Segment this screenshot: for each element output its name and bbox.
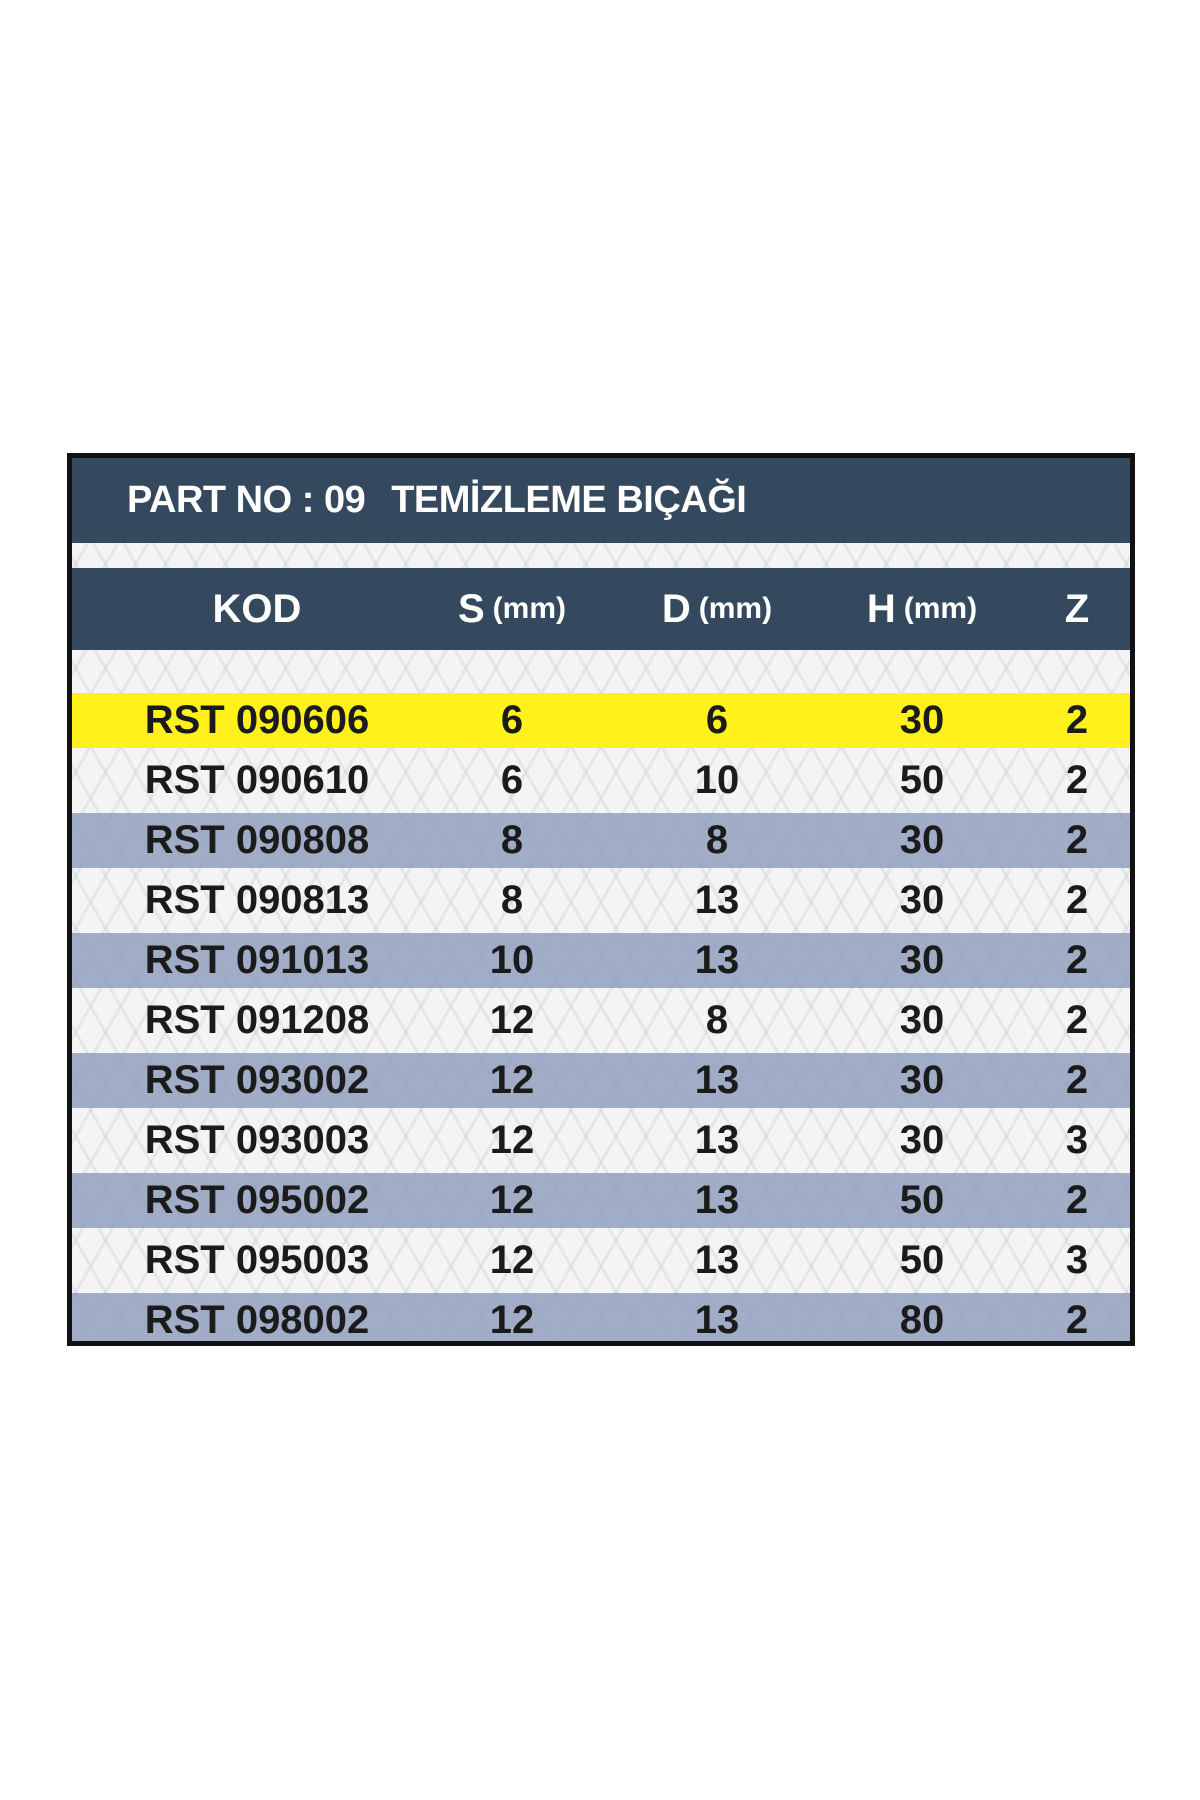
cell-z-value: 2: [1065, 1178, 1089, 1222]
cell-kod: [92, 693, 422, 748]
cell-h-value: 50: [899, 758, 945, 802]
cell-z-value: 2: [1065, 1058, 1089, 1102]
cell-kod-value: RST 090813: [144, 878, 370, 922]
cell-z: [1022, 1113, 1132, 1168]
cell-kod-value: RST 093003: [144, 1118, 370, 1162]
cell-d: [617, 753, 817, 808]
cell-kod-value: RST 090606: [144, 698, 370, 742]
cell-kod: [92, 873, 422, 928]
cell-z: [1022, 1293, 1132, 1346]
cell-d-value: 13: [694, 938, 740, 982]
header-s: [417, 568, 607, 650]
cell-d: [617, 693, 817, 748]
cell-s: [417, 1173, 607, 1228]
cell-z: [1022, 1053, 1132, 1108]
column-header-row: [72, 568, 1130, 650]
cell-s-value: 12: [489, 1058, 535, 1102]
cell-s: [417, 933, 607, 988]
cell-d: [617, 933, 817, 988]
header-z: [1022, 568, 1132, 650]
header-d-label: D: [661, 586, 691, 631]
cell-s: [417, 1113, 607, 1168]
cell-d-value: 13: [694, 1118, 740, 1162]
cell-kod: [92, 993, 422, 1048]
cell-d: [617, 993, 817, 1048]
product-table: [67, 453, 1135, 1346]
cell-s: [417, 813, 607, 868]
cell-d-value: 6: [705, 698, 729, 742]
table-row: [72, 1233, 1130, 1288]
cell-s-value: 10: [489, 938, 535, 982]
cell-s-value: 12: [489, 1118, 535, 1162]
cell-s-value: 6: [500, 698, 524, 742]
cell-d-value: 13: [694, 1238, 740, 1282]
cell-s-value: 6: [500, 758, 524, 802]
cell-d: [617, 873, 817, 928]
cell-h: [822, 1293, 1022, 1346]
cell-h-value: 80: [899, 1298, 945, 1342]
cell-kod: [92, 1113, 422, 1168]
cell-z: [1022, 813, 1132, 868]
cell-h: [822, 813, 1022, 868]
table-row: [72, 693, 1130, 748]
table-row: [72, 1293, 1130, 1346]
header-h: [822, 568, 1022, 650]
cell-kod: [92, 1173, 422, 1228]
cell-s-value: 8: [500, 818, 524, 862]
cell-h: [822, 933, 1022, 988]
header-s-unit: (mm): [492, 592, 567, 625]
cell-kod: [92, 933, 422, 988]
cell-d: [617, 1233, 817, 1288]
table-row: [72, 1113, 1130, 1168]
cell-d-value: 13: [694, 878, 740, 922]
table-row: [72, 1173, 1130, 1228]
cell-z-value: 2: [1065, 758, 1089, 802]
cell-kod-value: RST 090610: [144, 758, 370, 802]
table-row: [72, 933, 1130, 988]
product-name: TEMİZLEME BIÇAĞI: [391, 479, 747, 521]
cell-d-value: 8: [705, 818, 729, 862]
cell-d-value: 13: [694, 1178, 740, 1222]
cell-z-value: 2: [1065, 938, 1089, 982]
cell-kod-value: RST 091208: [144, 998, 370, 1042]
cell-z-value: 2: [1065, 1298, 1089, 1342]
cell-z-value: 2: [1065, 818, 1089, 862]
cell-d: [617, 1293, 817, 1346]
cell-s: [417, 693, 607, 748]
cell-h: [822, 753, 1022, 808]
table-row: [72, 873, 1130, 928]
cell-h: [822, 993, 1022, 1048]
cell-s: [417, 1053, 607, 1108]
header-d: [617, 568, 817, 650]
cell-kod: [92, 753, 422, 808]
header-kod: [92, 568, 422, 650]
cell-kod: [92, 1293, 422, 1346]
cell-s-value: 12: [489, 1178, 535, 1222]
header-kod-label: KOD: [212, 586, 302, 631]
cell-kod-value: RST 090808: [144, 818, 370, 862]
cell-z: [1022, 753, 1132, 808]
cell-z: [1022, 873, 1132, 928]
cell-d: [617, 1053, 817, 1108]
cell-kod: [92, 1053, 422, 1108]
cell-h-value: 50: [899, 1238, 945, 1282]
header-s-label: S: [457, 586, 485, 631]
cell-kod-value: RST 093002: [144, 1058, 370, 1102]
cell-h-value: 30: [899, 818, 945, 862]
cell-d: [617, 1113, 817, 1168]
cell-d-value: 13: [694, 1058, 740, 1102]
cell-z-value: 2: [1065, 878, 1089, 922]
cell-d: [617, 1173, 817, 1228]
table-row: [72, 753, 1130, 808]
cell-z-value: 3: [1065, 1238, 1089, 1282]
table-row: [72, 813, 1130, 868]
header-z-label: Z: [1064, 586, 1090, 631]
cell-kod: [92, 1233, 422, 1288]
cell-d: [617, 813, 817, 868]
cell-h: [822, 693, 1022, 748]
table-row: [72, 993, 1130, 1048]
cell-h: [822, 1113, 1022, 1168]
part-number: PART NO : 09: [127, 479, 366, 521]
cell-z-value: 2: [1065, 698, 1089, 742]
cell-h-value: 30: [899, 998, 945, 1042]
cell-h-value: 50: [899, 1178, 945, 1222]
cell-h-value: 30: [899, 878, 945, 922]
cell-d-value: 13: [694, 1298, 740, 1342]
cell-s: [417, 993, 607, 1048]
cell-s-value: 12: [489, 998, 535, 1042]
cell-h: [822, 1173, 1022, 1228]
table-title-bar: [72, 458, 1130, 543]
cell-kod-value: RST 098002: [144, 1298, 370, 1342]
cell-s-value: 12: [489, 1298, 535, 1342]
cell-h-value: 30: [899, 1058, 945, 1102]
cell-d-value: 10: [694, 758, 740, 802]
cell-z: [1022, 933, 1132, 988]
cell-z-value: 2: [1065, 998, 1089, 1042]
cell-h: [822, 1233, 1022, 1288]
cell-kod-value: RST 095003: [144, 1238, 370, 1282]
cell-z: [1022, 1233, 1132, 1288]
cell-h-value: 30: [899, 1118, 945, 1162]
cell-s-value: 8: [500, 878, 524, 922]
cell-z: [1022, 993, 1132, 1048]
header-h-unit: (mm): [903, 592, 978, 625]
cell-s: [417, 1293, 607, 1346]
cell-s-value: 12: [489, 1238, 535, 1282]
cell-s: [417, 873, 607, 928]
cell-kod: [92, 813, 422, 868]
cell-z-value: 3: [1065, 1118, 1089, 1162]
cell-s: [417, 1233, 607, 1288]
cell-h: [822, 1053, 1022, 1108]
cell-h-value: 30: [899, 698, 945, 742]
cell-kod-value: RST 095002: [144, 1178, 370, 1222]
cell-h-value: 30: [899, 938, 945, 982]
cell-s: [417, 753, 607, 808]
header-h-label: H: [866, 586, 896, 631]
cell-z: [1022, 1173, 1132, 1228]
cell-kod-value: RST 091013: [144, 938, 370, 982]
cell-h: [822, 873, 1022, 928]
table-row: [72, 1053, 1130, 1108]
header-d-unit: (mm): [698, 592, 773, 625]
cell-z: [1022, 693, 1132, 748]
cell-d-value: 8: [705, 998, 729, 1042]
